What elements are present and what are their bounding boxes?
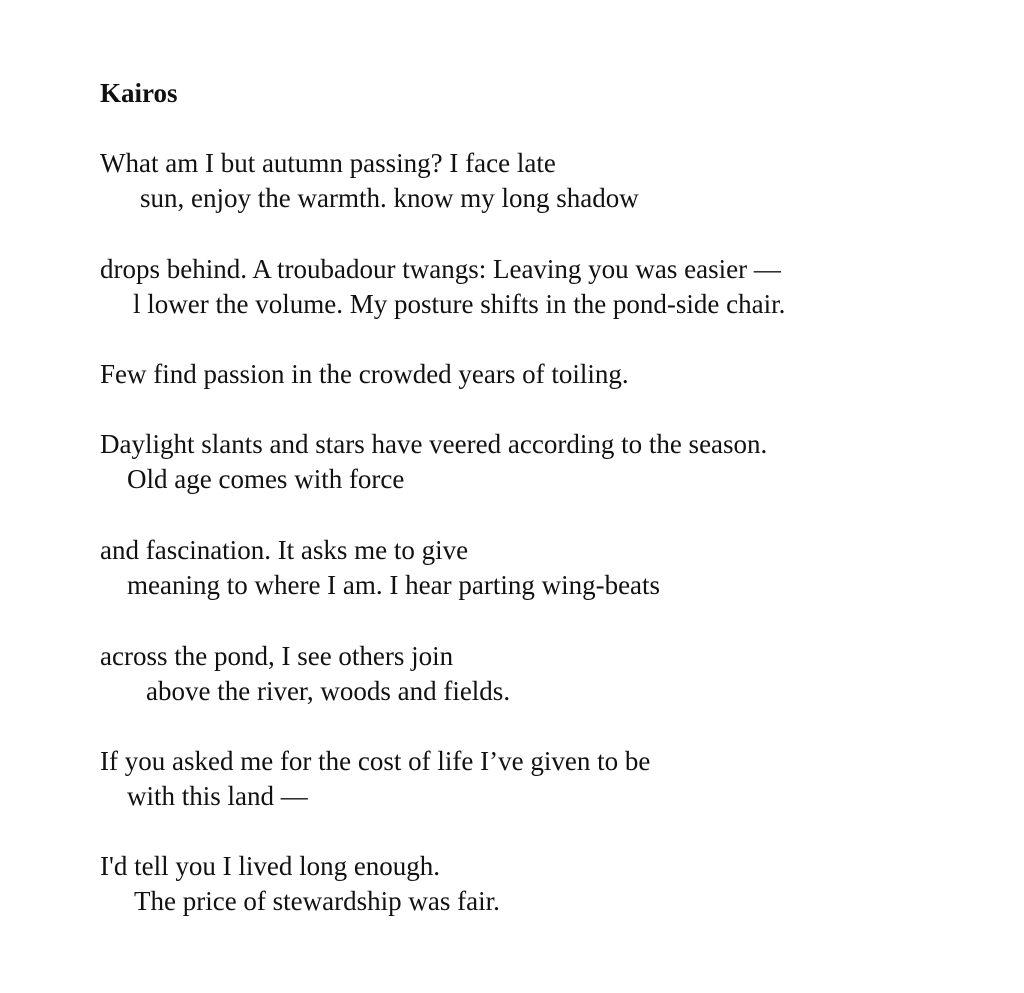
poem-line: I'd tell you I lived long enough. (100, 851, 441, 881)
poem-line: drops behind. A troubadour twangs: Leaving you was easier — (100, 254, 781, 284)
poem-line: Few find passion in the crowded years of toiling. (100, 359, 629, 389)
poem-line: If you asked me for the cost of life I’ve given to be (100, 746, 651, 776)
poem-line: with this land — (127, 781, 308, 811)
poem-line: meaning to where I am. I hear parting wing-beats (127, 570, 661, 600)
poem-line: l lower the volume. My posture shifts in the pond-side chair. (133, 289, 786, 319)
poem-line: What am I but autumn passing? I face late (100, 148, 556, 178)
poem-line: sun, enjoy the warmth. know my long shadow (140, 183, 639, 213)
poem-title: Kairos (100, 78, 178, 108)
poem-line: Daylight slants and stars have veered according to the season. (100, 429, 768, 459)
poem-line: and fascination. It asks me to give (100, 535, 469, 565)
poem-line: above the river, woods and fields. (146, 676, 511, 706)
poem-line: The price of stewardship was fair. (134, 886, 500, 916)
poem-line: across the pond, I see others join (100, 641, 454, 671)
poem-line: Old age comes with force (127, 464, 405, 494)
